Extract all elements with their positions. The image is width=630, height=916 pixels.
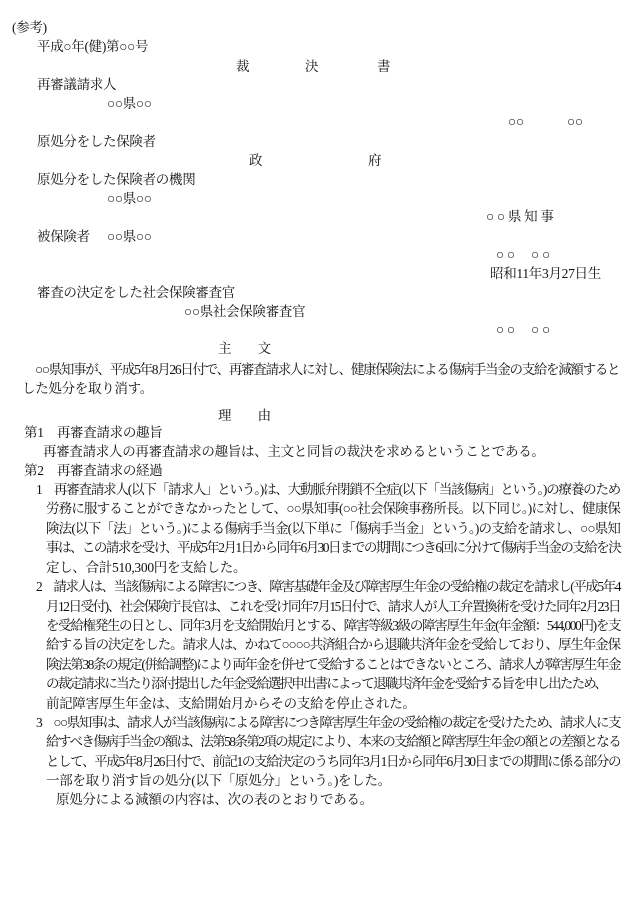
examiner-label: 審査の決定をした社会保険審査官 (37, 285, 235, 300)
item1-line: 事は、この請求を受け、平成5年2月1日から同年6月30日までの期間につき6回に分けて傷病手当金の支給を決 (46, 540, 620, 555)
main-text-heading: 主 文 (218, 341, 271, 356)
case-number: 平成○年(健)第○○号 (37, 39, 149, 54)
section1-title: 第1 再審査請求の趣旨 (24, 425, 163, 440)
title-char: 裁 (236, 59, 250, 74)
item1-line: 険法(以下「法」という。)による傷病手当金(以下単に「傷病手当金」という。)の支給を請求し、○○県知 (46, 521, 620, 536)
petitioner-name-part: ○○ (567, 114, 583, 129)
examiner-office: ○○県社会保険審査官 (184, 304, 306, 319)
item3-line: 給すべき傷病手当金の額は、法第58条第2項の規定により、本来の支給額と障害厚生年金の額との差額となる (46, 734, 620, 749)
main-text-line: した処分を取り消す。 (22, 381, 153, 396)
item1-line: 労務に服することができなかったとして、○○県知事(○○社会保険事務所長。以下同じ。)に対し、健康保 (46, 501, 620, 516)
item3-note: 原処分による減額の内容は、次の表のとおりである。 (56, 792, 373, 807)
item3-line: として、平成5年8月26日付で、前記1の支給決定のうち同年3月1日から同年6月30日までの期間に係る部分の (46, 754, 620, 769)
petitioner-name-part: ○○ (508, 114, 524, 129)
insured-label: 被保険者 (37, 229, 90, 244)
insurer-name-part: 府 (368, 153, 382, 168)
insurer-label: 原処分をした保険者 (37, 134, 156, 149)
item2-line: 2 請求人は、当該傷病による障害につき、障害基礎年金及び障害厚生年金の受給権の裁定を請求し(平成5年4 (36, 579, 620, 594)
item1-line: 1 再審査請求人(以下「請求人」という。)は、大動脈弁閉鎖不全症(以下「当該傷病」という。)の療養のため (36, 482, 620, 497)
reasons-heading: 理 由 (218, 408, 271, 423)
examiner-name: ○ ○ ○ ○ (496, 322, 550, 337)
insured-name: ○ ○ ○ ○ (496, 247, 550, 262)
item2-line: 前記障害厚生年金は、支給開始月からその支給を停止された。 (46, 696, 416, 711)
item2-line: を受給権発生の日とし、同年3月を支給開始月とする、障害等級3級の障害厚生年金(年金額：544,000円)を支 (46, 618, 620, 633)
insurer-name-part: 政 (249, 153, 263, 168)
item1-line: 定し、合計510,300円を支給した。 (46, 560, 247, 575)
reference-note: (参考) (12, 20, 47, 35)
item2-line: 月12日受付)、社会保険庁長官は、これを受け同年7月15日付で、請求人が人工弁置換術を受けた同年2月23日 (46, 599, 620, 614)
insured-address: ○○県○○ (107, 229, 152, 244)
section1-body: 再審査請求人の再審査請求の趣旨は、主文と同旨の裁決を求めるということである。 (43, 444, 545, 459)
item2-line: 険法第38条の規定(併給調整)により両年金を併せて受給することはできないところ、請求人が障害厚生年金 (46, 657, 620, 672)
title-char: 書 (377, 59, 391, 74)
insured-birth: 昭和11年3月27日生 (490, 266, 601, 281)
section2-title: 第2 再審査請求の経過 (24, 463, 163, 478)
main-text-line: ○○県知事が、平成5年8月26日付で、再審査請求人に対し、健康保険法による傷病手当金の支給を減額すると (35, 362, 620, 377)
title-char: 決 (305, 59, 319, 74)
petitioner-address: ○○県○○ (107, 96, 152, 111)
item2-line: の裁定請求に当たり添付提出した年金受給選択申出書によって退職共済年金を受給する旨を申し出たため、 (46, 676, 606, 691)
item3-line: 3 ○○県知事は、請求人が当該傷病による障害につき障害厚生年金の受給権の裁定を受けたため、請求人に支 (36, 715, 620, 730)
item2-line: 給する旨の決定をした。請求人は、かねて○○○○共済組合から退職共済年金を受給しており、厚生年金保 (46, 637, 620, 652)
insurer-agency-label: 原処分をした保険者の機関 (37, 172, 196, 187)
petitioner-label: 再審議請求人 (37, 77, 117, 92)
item3-line: 一部を取り消す旨の処分(以下「原処分」という。)をした。 (46, 773, 391, 788)
insurer-agency-address: ○○県○○ (107, 191, 152, 206)
insurer-agency-name: ○ ○ 県 知 事 (486, 209, 554, 224)
